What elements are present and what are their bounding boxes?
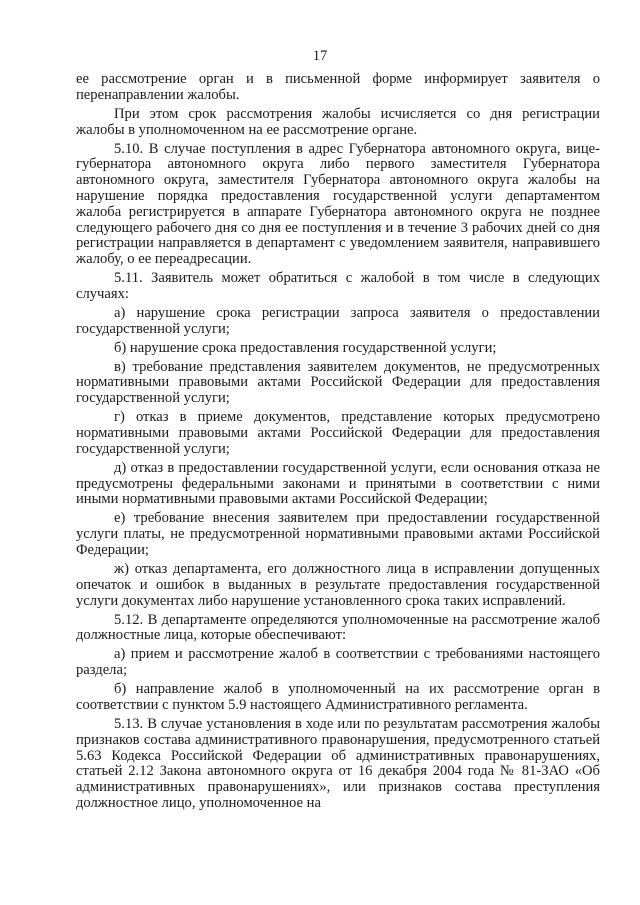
- paragraph-5-12: 5.12. В департаменте определяются уполномоченные на рассмотрение жалоб должностные лица, которые обеспечивают:: [76, 611, 600, 644]
- page-number: 17: [312, 48, 328, 64]
- paragraph-5-11: 5.11. Заявитель может обратиться с жалобой в том числе в следующих случаях:: [76, 270, 600, 302]
- list-item-5-12-b: б) направление жалоб в уполномоченный на их рассмотрение орган в соответствии с пунктом 5.9 настоящего Административного регламента.: [76, 681, 600, 713]
- paragraph-continuation: ее рассмотрение орган и в письменной форме информирует заявителя о перенаправлении жалобы.: [76, 71, 600, 103]
- paragraph-5-10: 5.10. В случае поступления в адрес Губернатора автономного округа, вице-губернатора автономного округа либо первого заместителя Губернатора автономного округа, заместителя Губернатора автономного округа жалобы на нарушение порядка предоставления государственной услуги департаментом жалоба регистрируется в аппарате Губернатора автономного округа не позднее следующего рабочего дня со дня ее поступления и в течение 3 рабочих дней со дня регистрации направляется в департамент с уведомлением заявителя, направившего жалобу, о ее переадресации.: [76, 140, 600, 268]
- document-body: [76, 72, 600, 812]
- list-item-d: д) отказ в предоставлении государственной услуги, если основания отказа не предусмотрены федеральными законами и принятыми в соответствии с ними иными нормативными правовыми актами Российской Федерации;: [76, 459, 600, 508]
- list-item-b: б) нарушение срока предоставления государственной услуги;: [114, 339, 497, 356]
- paragraph-deadline: При этом срок рассмотрения жалобы исчисляется со дня регистрации жалобы в уполномоченном на ее рассмотрение органе.: [76, 105, 600, 138]
- list-item-g: г) отказ в приеме документов, представление которых предусмотрено нормативными правовыми актами Российской Федерации для предоставления государственной услуги;: [76, 409, 600, 457]
- list-item-e: е) требование внесения заявителем при предоставлении государственной услуги платы, не предусмотренной нормативными правовыми актами Российской Федерации;: [76, 510, 600, 558]
- list-item-a: а) нарушение срока регистрации запроса заявителя о предоставлении государственной услуги;: [76, 304, 600, 337]
- list-item-zh: ж) отказ департамента, его должностного лица в исправлении допущенных опечаток и ошибок в выданных в результате предоставления государственной услуги документах либо нарушение установленного срока таких исправлений.: [76, 560, 600, 609]
- list-item-v: в) требование представления заявителем документов, не предусмотренных нормативными правовыми актами Российской Федерации для предоставления государственной услуги;: [76, 358, 600, 407]
- list-item-5-12-a: а) прием и рассмотрение жалоб в соответствии с требованиями настоящего раздела;: [76, 646, 600, 679]
- paragraph-5-13: 5.13. В случае установления в ходе или по результатам рассмотрения жалобы признаков состава административного правонарушения, предусмотренного статьей 5.63 Кодекса Российской Федерации об административных правонарушениях, статьей 2.12 Закона автономного округа от 16 декабря 2004 года № 81-ЗАО «Об административных правонарушениях», или признаков состава преступления должностное лицо, уполномоченное на: [76, 715, 600, 811]
